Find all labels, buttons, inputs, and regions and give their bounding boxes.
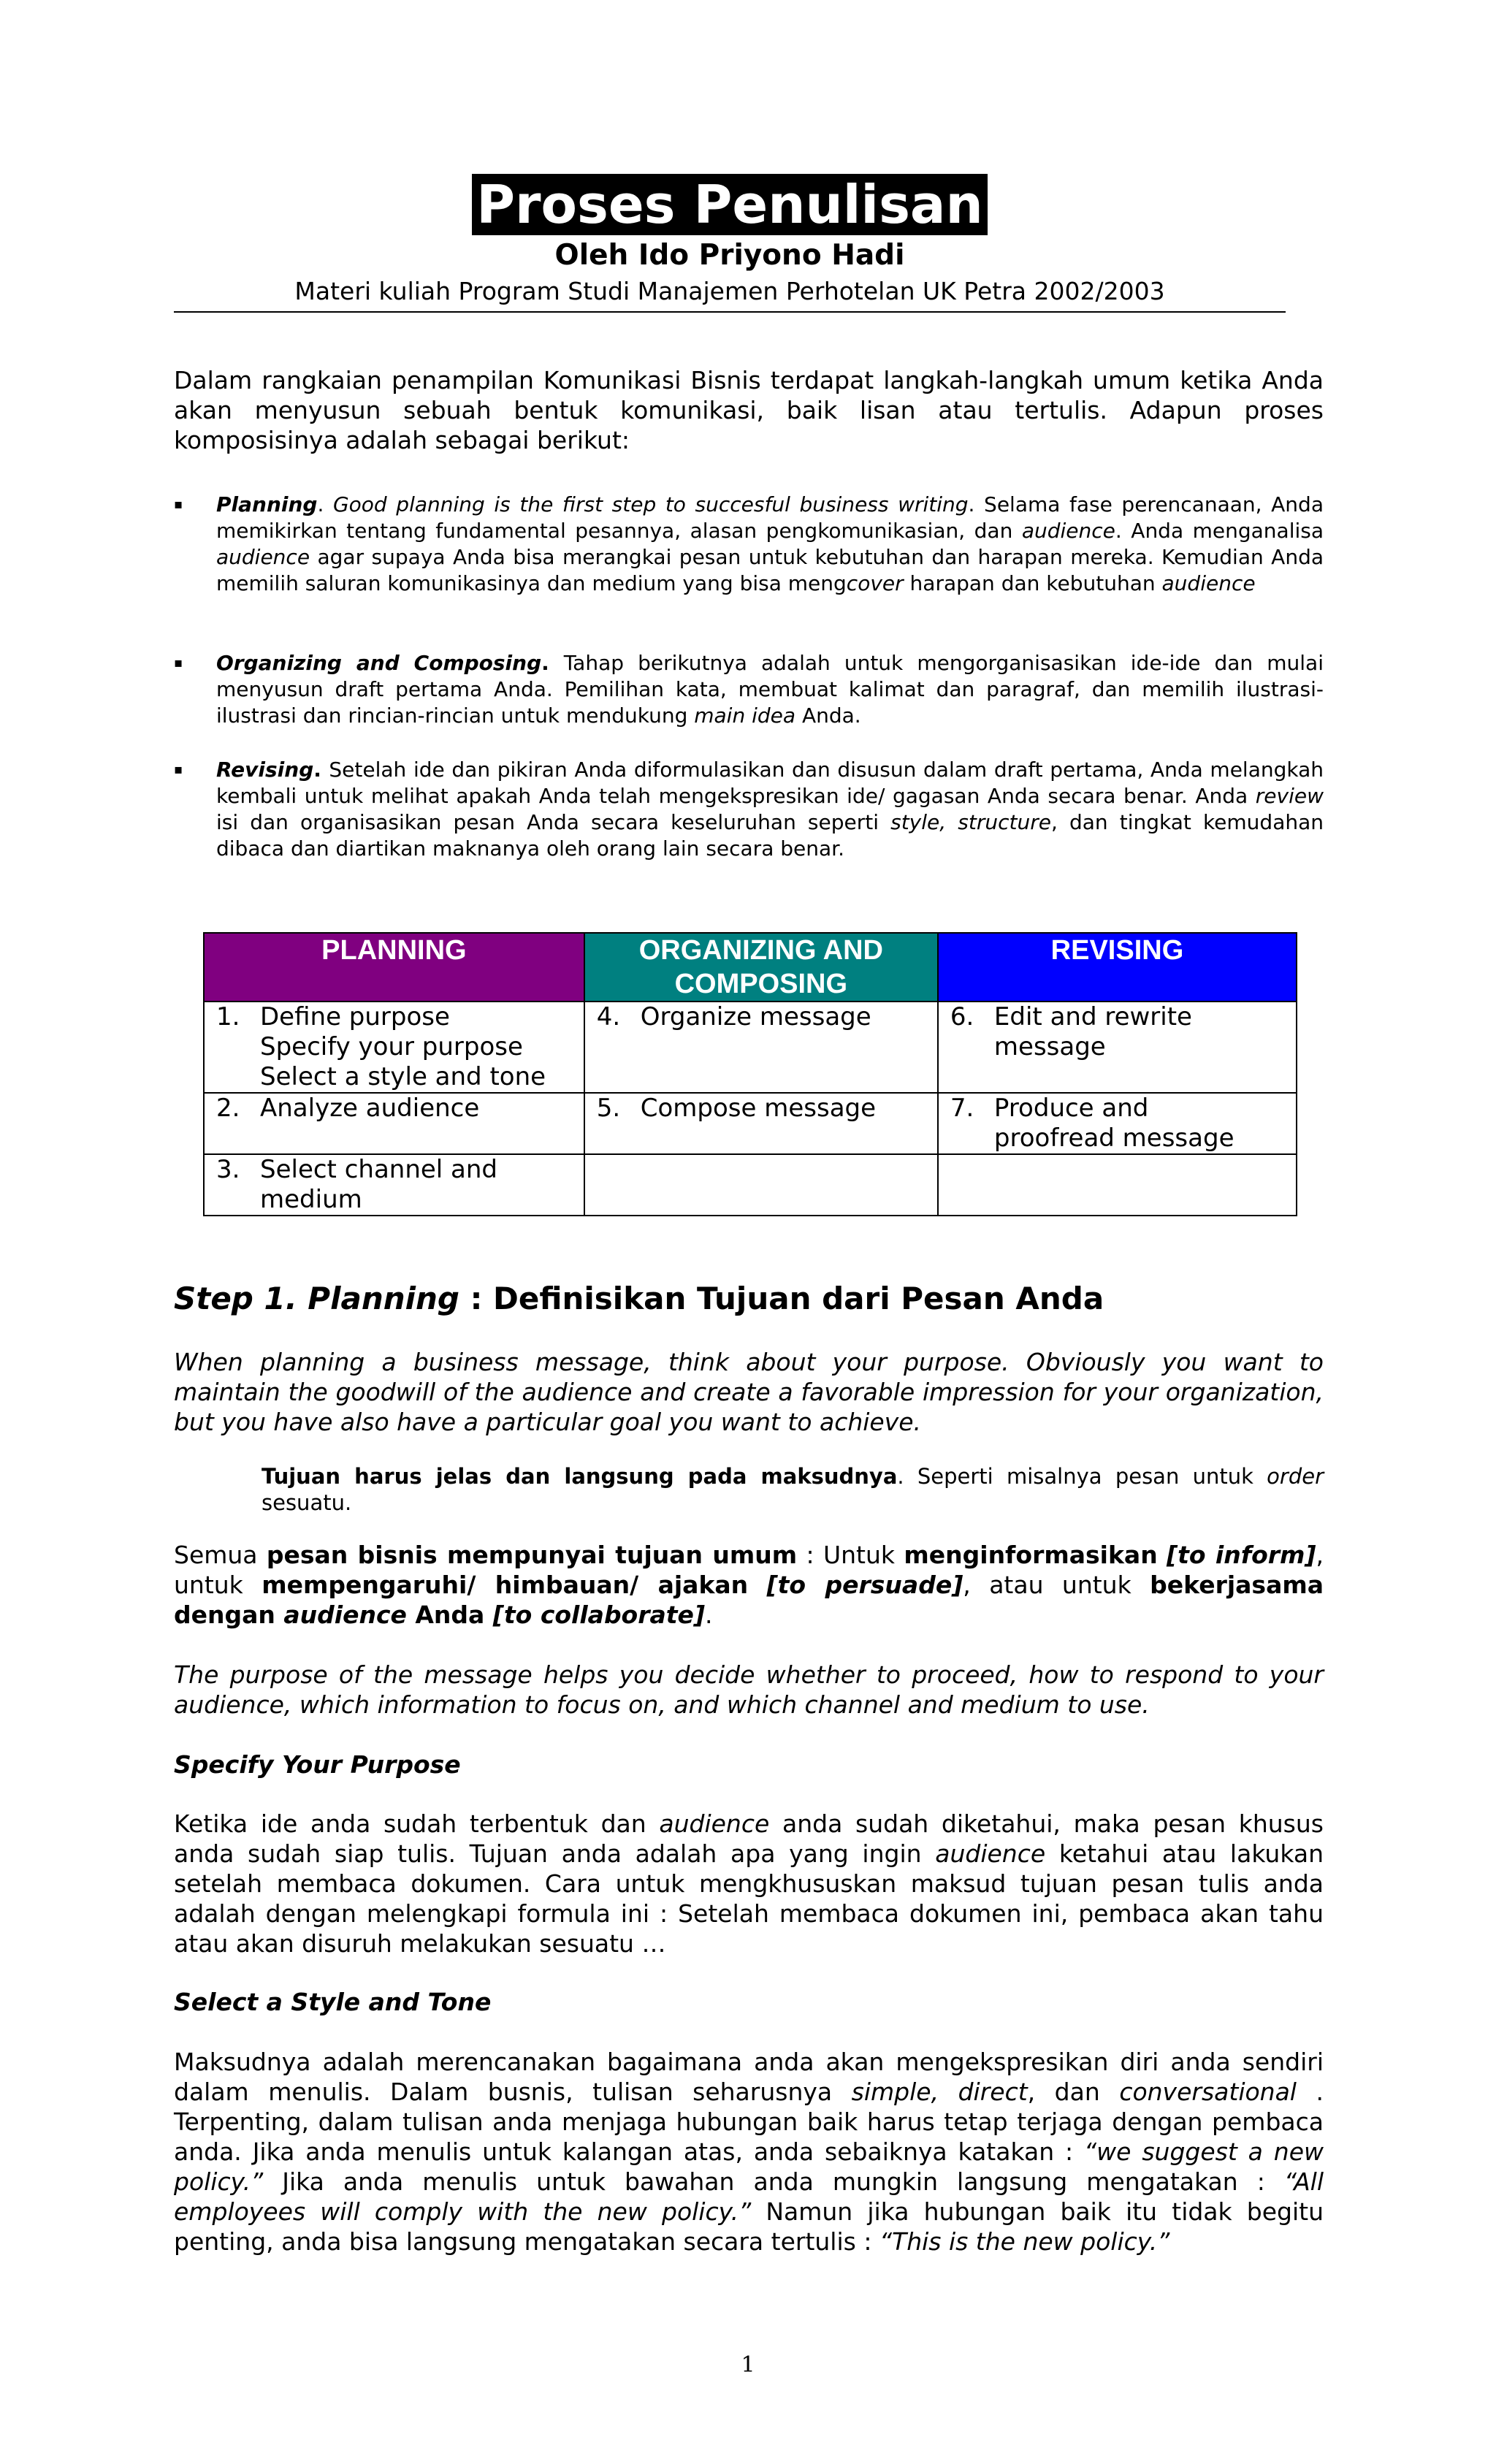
bullet-revising bbox=[174, 757, 1324, 862]
text-run: . Terpenting, dalam tulisan anda menjaga hubungan baik harus tetap terjaga dengan pembaca anda. Jika anda menulis untuk kalangan atas, anda sebaiknya katakan : bbox=[174, 2078, 1324, 2166]
text-run: anda sudah diketahui, maka pesan khusus anda sudah siap tulis. Tujuan anda adalah apa yang ingin bbox=[174, 1809, 1324, 1868]
text-run: : Untuk bbox=[797, 1541, 904, 1569]
italic-text: audience bbox=[216, 545, 310, 569]
header-divider bbox=[174, 311, 1286, 313]
step-text: Produce and bbox=[993, 1094, 1149, 1123]
separator: . bbox=[317, 492, 333, 516]
italic-text: Good planning is the first step to succesful business writing bbox=[332, 492, 969, 516]
step-text: Edit and rewrite bbox=[993, 1002, 1192, 1031]
author-line: Oleh Ido Priyono Hadi bbox=[554, 239, 905, 272]
bold-text: Tujuan harus jelas dan langsung pada maksudnya bbox=[262, 1464, 898, 1489]
table-cell bbox=[584, 1093, 938, 1154]
separator: . bbox=[541, 651, 564, 675]
heading-italic: Step 1. Planning bbox=[174, 1281, 459, 1316]
step-text: proofread message bbox=[993, 1124, 1234, 1153]
bullet-marker: ▪ bbox=[174, 762, 183, 777]
text-run: isi dan organisasikan pesan Anda secara keseluruhan seperti bbox=[216, 810, 891, 834]
step-number: 6. bbox=[950, 1002, 974, 1031]
italic-text: conversational bbox=[1119, 2078, 1297, 2106]
text-run: . Selama fase perencanaan, Anda memikirkan tentang fundamental pesannya, alasan pengkomunikasian, dan bbox=[216, 492, 1324, 543]
step-text: Specify your purpose bbox=[260, 1032, 523, 1061]
step-text: Compose message bbox=[640, 1094, 877, 1123]
table-row bbox=[204, 1093, 1297, 1154]
italic-text: “This is the new policy.” bbox=[879, 2227, 1170, 2256]
text-run: , untuk bbox=[174, 1541, 1324, 1599]
italic-text: “All employees will comply with the new policy.” bbox=[174, 2167, 1324, 2226]
planning-quote: When planning a business message, think about your purpose. Obviously you want to maintain the goodwill of the audience and create a favorable impression for your organization, but you have also have a particular goal you want to achieve. bbox=[174, 1348, 1324, 1436]
text-run: Namun jika hubungan baik itu tidak begitu penting, anda bisa langsung mengatakan secara tertulis : bbox=[174, 2197, 1324, 2256]
table-cell bbox=[204, 1093, 584, 1154]
text-run: ketahui atau lakukan setelah membaca dokumen. Cara untuk mengkhususkan maksud tujuan pesan tulis anda adalah dengan melengkapi formula ini : Setelah membaca dokumen ini, pembaca akan tahu atau akan disuruh melakukan sesuatu … bbox=[174, 1839, 1324, 1958]
table-cell bbox=[938, 1093, 1297, 1154]
intro-paragraph: Dalam rangkaian penampilan Komunikasi Bisnis terdapat langkah-langkah umum ketika Anda akan menyusun sebuah bentuk komunikasi, baik lisan atau tertulis. Adapun proses komposisinya adalah sebagai berikut: bbox=[174, 366, 1324, 454]
course-line: Materi kuliah Program Studi Manajemen Perhotelan UK Petra 2002/2003 bbox=[294, 277, 1165, 305]
bullet-term: Planning bbox=[216, 492, 318, 516]
table-header-row bbox=[204, 933, 1297, 1002]
text-run: Semua bbox=[174, 1541, 267, 1569]
italic-text: cover bbox=[846, 571, 904, 595]
bullet-term: Organizing and Composing bbox=[216, 651, 542, 675]
header-revising: REVISING bbox=[938, 933, 1297, 1002]
italic-text: simple, direct bbox=[851, 2078, 1028, 2106]
style-heading: Select a Style and Tone bbox=[174, 1988, 492, 2016]
document-title: Proses Penulisan bbox=[472, 174, 988, 235]
heading-rest: : Definisikan Tujuan dari Pesan Anda bbox=[459, 1281, 1104, 1316]
text-run: Setelah ide dan pikiran Anda diformulasikan dan disusun dalam draft pertama, Anda melangkah kembali untuk melihat apakah Anda telah mengekspresikan ide/ gagasan Anda secara benar. Anda bbox=[216, 758, 1324, 808]
step-text: medium bbox=[260, 1185, 362, 1214]
italic-text: audience bbox=[935, 1839, 1046, 1868]
process-table bbox=[203, 932, 1297, 1216]
step-number: 5. bbox=[596, 1094, 621, 1123]
step1-heading bbox=[174, 1278, 1104, 1319]
text-run: , dan bbox=[1027, 2078, 1120, 2106]
specify-paragraph bbox=[174, 1809, 1324, 1958]
italic-text: audience bbox=[1161, 571, 1256, 595]
bold-text: Anda bbox=[406, 1601, 493, 1629]
header-organizing: ORGANIZING AND COMPOSING bbox=[584, 933, 938, 1002]
text-run: Jika anda menulis untuk bawahan anda mungkin langsung mengatakan : bbox=[263, 2167, 1284, 2196]
purpose-paragraph bbox=[174, 1540, 1324, 1630]
step-number: 4. bbox=[596, 1002, 621, 1031]
text-run: Maksudnya adalah merencanakan bagaimana anda akan mengekspresikan diri anda sendiri dalam menulis. Dalam busnis, tulisan seharusnya bbox=[174, 2048, 1324, 2106]
bold-text: menginformasikan bbox=[904, 1541, 1158, 1569]
table-cell bbox=[584, 1002, 938, 1093]
step-text: Organize message bbox=[640, 1002, 871, 1031]
step-text: Select channel and bbox=[260, 1155, 498, 1184]
text-run: Ketika ide anda sudah terbentuk dan bbox=[174, 1809, 660, 1838]
page-number: 1 bbox=[741, 2352, 755, 2378]
italic-text: audience bbox=[659, 1809, 770, 1838]
bullet-organizing bbox=[174, 650, 1324, 729]
step-text: message bbox=[993, 1032, 1106, 1061]
text-run: , dan tingkat kemudahan dibaca dan diartikan maknanya oleh orang lain secara benar. bbox=[216, 810, 1324, 861]
bold-italic-text: audience bbox=[283, 1601, 407, 1629]
bold-text: pesan bisnis mempunyai tujuan umum bbox=[266, 1541, 798, 1569]
bold-italic-text: [to collaborate] bbox=[492, 1601, 706, 1629]
bold-italic-text: [to persuade] bbox=[766, 1571, 963, 1599]
text-run: . Seperti misalnya pesan untuk bbox=[897, 1464, 1267, 1489]
table-cell-empty bbox=[584, 1154, 938, 1216]
italic-text: “we suggest a new policy.” bbox=[174, 2137, 1324, 2196]
text-run: agar supaya Anda bisa merangkai pesan untuk kebutuhan dan harapan mereka. Kemudian Anda memilih saluran komunikasinya dan medium yang bisa meng bbox=[216, 545, 1324, 595]
purpose-note bbox=[262, 1463, 1324, 1516]
bullet-marker: ▪ bbox=[174, 497, 183, 512]
document-header bbox=[174, 174, 1286, 308]
table-cell bbox=[938, 1002, 1297, 1093]
bold-text: mempengaruhi/ himbauan/ ajakan bbox=[262, 1571, 749, 1599]
step-text: Define purpose bbox=[260, 1002, 450, 1031]
specify-heading: Specify Your Purpose bbox=[174, 1750, 461, 1779]
separator: . bbox=[313, 758, 329, 782]
text-run: harapan dan kebutuhan bbox=[903, 571, 1162, 595]
step-number: 1. bbox=[216, 1002, 240, 1031]
step-number: 3. bbox=[216, 1155, 240, 1184]
table-row bbox=[204, 1002, 1297, 1093]
step-text: Select a style and tone bbox=[260, 1062, 546, 1091]
step-number: 7. bbox=[950, 1094, 974, 1123]
text-run: . Anda menganalisa bbox=[1115, 519, 1324, 543]
table-row bbox=[204, 1154, 1297, 1216]
style-paragraph bbox=[174, 2047, 1324, 2257]
text-run: Anda. bbox=[795, 703, 861, 728]
purpose-quote: The purpose of the message helps you decide whether to proceed, how to respond to your audience, which information to focus on, and which channel and medium to use. bbox=[174, 1660, 1324, 1719]
table-cell-empty bbox=[938, 1154, 1297, 1216]
text-run: . bbox=[705, 1601, 713, 1629]
italic-text: review bbox=[1255, 784, 1324, 808]
italic-text: audience bbox=[1021, 519, 1115, 543]
bullet-term: Revising bbox=[216, 758, 314, 782]
table-cell bbox=[204, 1154, 584, 1216]
text-run: sesuatu. bbox=[262, 1490, 352, 1515]
step-text: Analyze audience bbox=[260, 1094, 480, 1123]
italic-text: order bbox=[1267, 1464, 1324, 1489]
header-planning: PLANNING bbox=[204, 933, 584, 1002]
bold-italic-text: [to inform] bbox=[1167, 1541, 1316, 1569]
table-cell bbox=[204, 1002, 584, 1093]
bullet-marker: ▪ bbox=[174, 655, 183, 671]
text-run: Tahap berikutnya adalah untuk mengorganisasikan ide-ide dan mulai menyusun draft pertama Anda. Pemilihan kata, membuat kalimat dan paragraf, dan memilih ilustrasi-ilustrasi dan rincian-rincian untuk mendukung bbox=[216, 651, 1324, 728]
bullet-planning bbox=[174, 492, 1324, 597]
step-number: 2. bbox=[216, 1094, 240, 1123]
bold-text: bekerjasama dengan bbox=[174, 1571, 1324, 1629]
italic-text: style, structure bbox=[890, 810, 1051, 834]
text-run: , atau untuk bbox=[963, 1571, 1150, 1599]
italic-text: main idea bbox=[694, 703, 796, 728]
